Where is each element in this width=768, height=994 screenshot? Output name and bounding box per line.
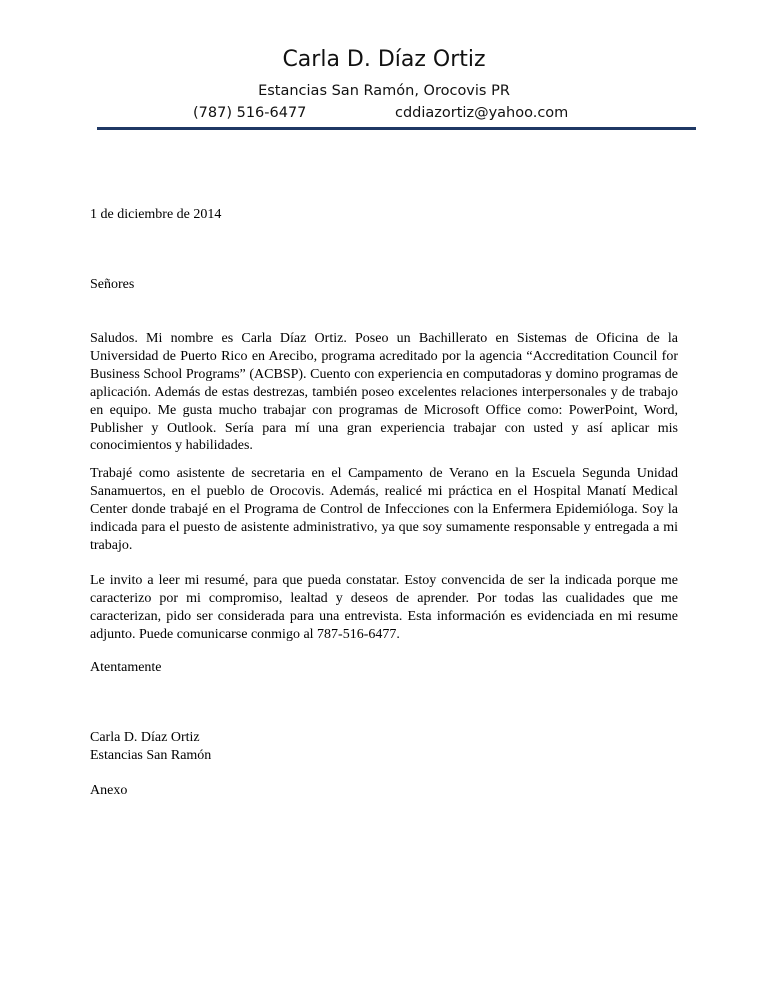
salutation: Señores <box>90 277 135 292</box>
letter-date: 1 de diciembre de 2014 <box>90 207 222 222</box>
annex-note: Anexo <box>90 783 128 798</box>
contact-row <box>0 103 768 123</box>
header-divider <box>97 127 696 130</box>
sender-address: Estancias San Ramón, Orocovis PR <box>258 83 510 99</box>
paragraph-introduction: Saludos. Mi nombre es Carla Díaz Ortiz. Poseo un Bachillerato en Sistemas de Oficina de la Universidad de Puerto Rico en Arecibo, programa acreditado por la agencia “Accreditation Council for Business School Programs” (ACBSP). Cuento con experiencia en computadoras y domino programas de aplicación. Además de estas destrezas, también poseo excelentes relaciones interpersonales y de trabajo en equipo. Me gusta mucho trabajar con programas de Microsoft Office como: PowerPoint, Word, Publisher y Outlook. Sería para mí una gran experiencia trabajar con usted y así aplicar mis conocimientos y habilidades. <box>90 331 678 454</box>
paragraph-experience: Trabajé como asistente de secretaria en el Campamento de Verano en la Escuela Segunda Unidad Sanamuertos, en el pueblo de Orocovis. Además, realicé mi práctica en el Hospital Manatí Medical Center donde trabajé en el Programa de Control de Infecciones con la Enfermera Epidemióloga. Soy la indicada para el puesto de asistente administrativo, ya que soy sumamente responsable y entregada a mi trabajo. <box>90 466 678 553</box>
sender-phone: (787) 516-6477 <box>193 105 307 121</box>
sender-name: Carla D. Díaz Ortiz <box>282 47 486 72</box>
sender-email: cddiazortiz@yahoo.com <box>395 105 569 121</box>
closing: Atentamente <box>90 660 162 675</box>
paragraph-request: Le invito a leer mi resumé, para que pueda constatar. Estoy convencida de ser la indicada porque me caracterizo por mi compromiso, lealtad y deseos de aprender. Por todas las cualidades que me caracterizan, pido ser considerada para una entrevista. Esta información es evidenciada en mi resume adjunto. Puede comunicarse conmigo al 787-516-6477. <box>90 573 678 642</box>
signature-address: Estancias San Ramón <box>90 748 212 763</box>
signature-name: Carla D. Díaz Ortiz <box>90 730 200 745</box>
